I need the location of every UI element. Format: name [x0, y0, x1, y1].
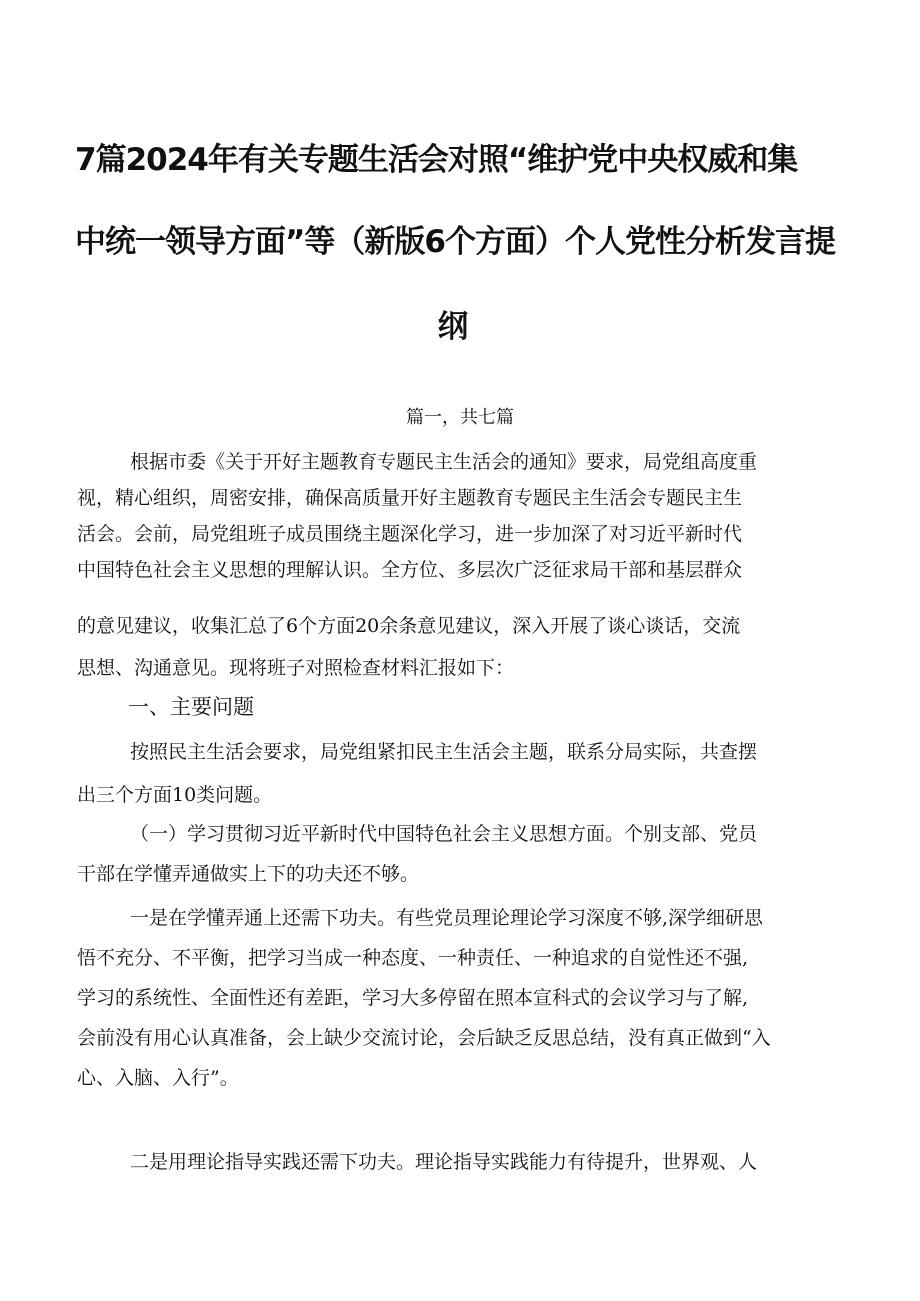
paragraph-4-line-2: 悟不充分、不平衡，把学习当成一种态度、一种责任、一种追求的自觉性还不强, [77, 947, 749, 969]
paragraph-1-line-5: 的意见建议，收集汇总了6个方面20余条意见建议，深入开展了谈心谈话，交流 [77, 615, 741, 637]
paragraph-2-line-1: 按照民主生活会要求，局党组紧扣民主生活会主题，联系分局实际，共查摆 [130, 741, 758, 763]
paragraph-1-line-3: 活会。会前，局党组班子成员围绕主题深化学习，进一步加深了对习近平新时代 [77, 523, 743, 545]
paragraph-1-line-6: 思想、沟通意见。现将班子对照检查材料汇报如下： [77, 657, 515, 679]
document-title-line-2: 中统一领导方面”等（新版6个方面）个人党性分析发言提 [75, 224, 835, 260]
paragraph-1-line-2: 视，精心组织，周密安排，确保高质量开好主题教育专题民主生活会专题民主生 [77, 487, 743, 509]
paragraph-2-line-2: 出三个方面10类问题。 [77, 784, 273, 806]
document-title-line-1: 7篇2024年有关专题生活会对照“维护党中央权威和集 [75, 142, 798, 178]
document-subtitle: 篇一，共七篇 [406, 407, 514, 428]
document-title-line-3: 纲 [437, 309, 468, 345]
paragraph-1-line-1: 根据市委《关于开好主题教育专题民主生活会的通知》要求，局党组高度重 [130, 451, 758, 473]
paragraph-5-line-1: 二是用理论指导实践还需下功夫。理论指导实践能力有待提升，世界观、人 [130, 1151, 758, 1173]
paragraph-4-line-5: 心、入脑、入行”。 [77, 1067, 239, 1089]
paragraph-1-line-4: 中国特色社会主义思想的理解认识。全方位、多层次广泛征求局干部和基层群众 [77, 559, 743, 581]
paragraph-4-line-4: 会前没有用心认真准备，会上缺少交流讨论，会后缺乏反思总结，没有真正做到“入 [77, 1027, 771, 1049]
paragraph-3-line-1: （一）学习贯彻习近平新时代中国特色社会主义思想方面。个别支部、党员 [130, 823, 758, 845]
section-heading-main-problems: 一、主要问题 [128, 695, 254, 719]
paragraph-4-line-3: 学习的系统性、全面性还有差距，学习大多停留在照本宣科式的会议学习与了解, [77, 987, 749, 1009]
paragraph-3-line-2: 干部在学懂弄通做实上下的功夫还不够。 [77, 863, 420, 885]
paragraph-4-line-1: 一是在学懂弄通上还需下功夫。有些党员理论理论学习深度不够,深学细研思 [130, 907, 764, 929]
